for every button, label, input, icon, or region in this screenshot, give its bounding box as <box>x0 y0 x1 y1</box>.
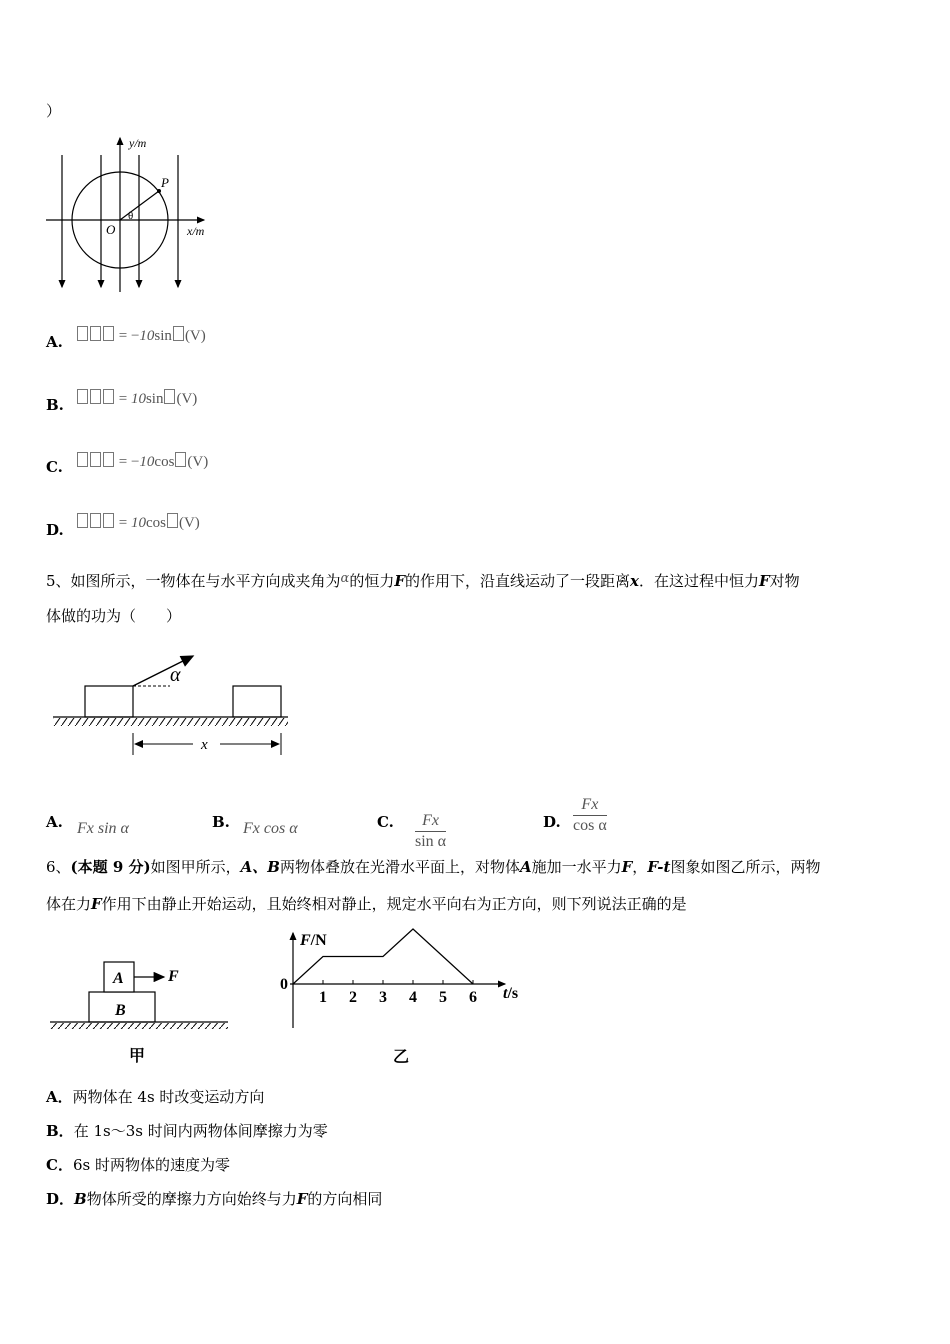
f-axis-label: F/N <box>300 932 327 949</box>
force-arrow <box>133 656 193 686</box>
tick-label: 3 <box>379 989 387 1006</box>
alpha-label: α <box>170 664 181 686</box>
distance-label: x <box>201 737 208 753</box>
continued-paren: ） <box>46 102 62 120</box>
q5-option-c-fraction: $\frac{Fx}{\text{sin α}}$ <box>415 812 447 850</box>
ground-hatch <box>53 718 288 726</box>
origin-label: O <box>106 222 116 237</box>
block-a-label: A <box>113 970 124 987</box>
block-end <box>233 686 281 717</box>
q5-option-d-fraction: $\frac{Fx}{\text{cos α}}$ <box>573 796 607 834</box>
tick-label: 5 <box>439 989 447 1006</box>
q6-option-b: B．在 1s～3s 时间内两物体间摩擦力为零 <box>46 1122 328 1140</box>
q4-option-d-formula: = 10cos (V) <box>76 513 200 532</box>
q6-ft-chart <box>270 925 540 1070</box>
block-start <box>85 686 133 717</box>
q5-option-b-label: B. <box>212 813 230 831</box>
floor-hatch <box>50 1023 228 1029</box>
q4-field-figure <box>40 130 220 295</box>
q4-option-a-label: A. <box>46 333 63 351</box>
q5-option-d-label: D. <box>543 813 561 831</box>
q5-option-b-expr: Fx cos α <box>243 820 298 837</box>
point-p-label: P <box>161 175 169 190</box>
q6-option-d: D．B物体所受的摩擦力方向始终与力F的方向相同 <box>46 1190 383 1208</box>
t-axis-label: t/s <box>503 985 519 1002</box>
q5-option-a-label: A. <box>46 813 63 831</box>
q4-option-b-formula: = 10sin (V) <box>76 389 197 408</box>
q5-option-a-expr: Fx sin α <box>77 820 129 837</box>
q6-stem-line1: 6、(本题 9 分)如图甲所示，A、B两物体叠放在光滑水平面上，对物体A施加一水平力F，F-t图象如图乙所示，两物 <box>46 858 821 876</box>
q5-block-figure <box>48 645 293 760</box>
caption-yi: 乙 <box>393 1049 410 1066</box>
q5-stem-line2: 体做的功为（ ） <box>46 607 182 625</box>
y-axis-label: y/m <box>129 136 147 150</box>
q5-option-c-label: C. <box>377 813 394 831</box>
tick-label: 2 <box>349 989 357 1006</box>
tick-label: 1 <box>319 989 327 1006</box>
q6-stacked-blocks-figure <box>46 955 236 1070</box>
x-axis-label: x/m <box>187 224 205 238</box>
tick-label: 6 <box>469 989 477 1006</box>
block-b-label: B <box>115 1002 126 1019</box>
q4-option-b-label: B. <box>46 396 64 414</box>
caption-jia: 甲 <box>129 1048 146 1065</box>
q4-option-c-label: C. <box>46 458 63 476</box>
tick-label: 4 <box>409 989 417 1006</box>
missing-glyph-icon <box>77 326 88 341</box>
origin-label: 0 <box>280 976 288 993</box>
q4-option-c-formula: = −10cos (V) <box>76 452 208 471</box>
q4-option-d-label: D. <box>46 521 64 539</box>
q4-option-a-formula: = −10sin (V) <box>76 326 206 345</box>
theta-label: θ <box>128 210 134 222</box>
q6-option-c: C．6s 时两物体的速度为零 <box>46 1156 230 1174</box>
q6-stem-line2: 体在力F作用下由静止开始运动，且始终相对静止，规定水平向右为正方向，则下列说法正确的是 <box>46 895 687 913</box>
q5-stem-line1: 5、如图所示，一物体在与水平方向成夹角为α的恒力F的作用下，沿直线运动了一段距离x．在这过程中恒力F对物 <box>46 571 800 590</box>
force-f-label: F <box>168 968 179 985</box>
q6-option-a: A．两物体在 4s 时改变运动方向 <box>46 1088 265 1106</box>
